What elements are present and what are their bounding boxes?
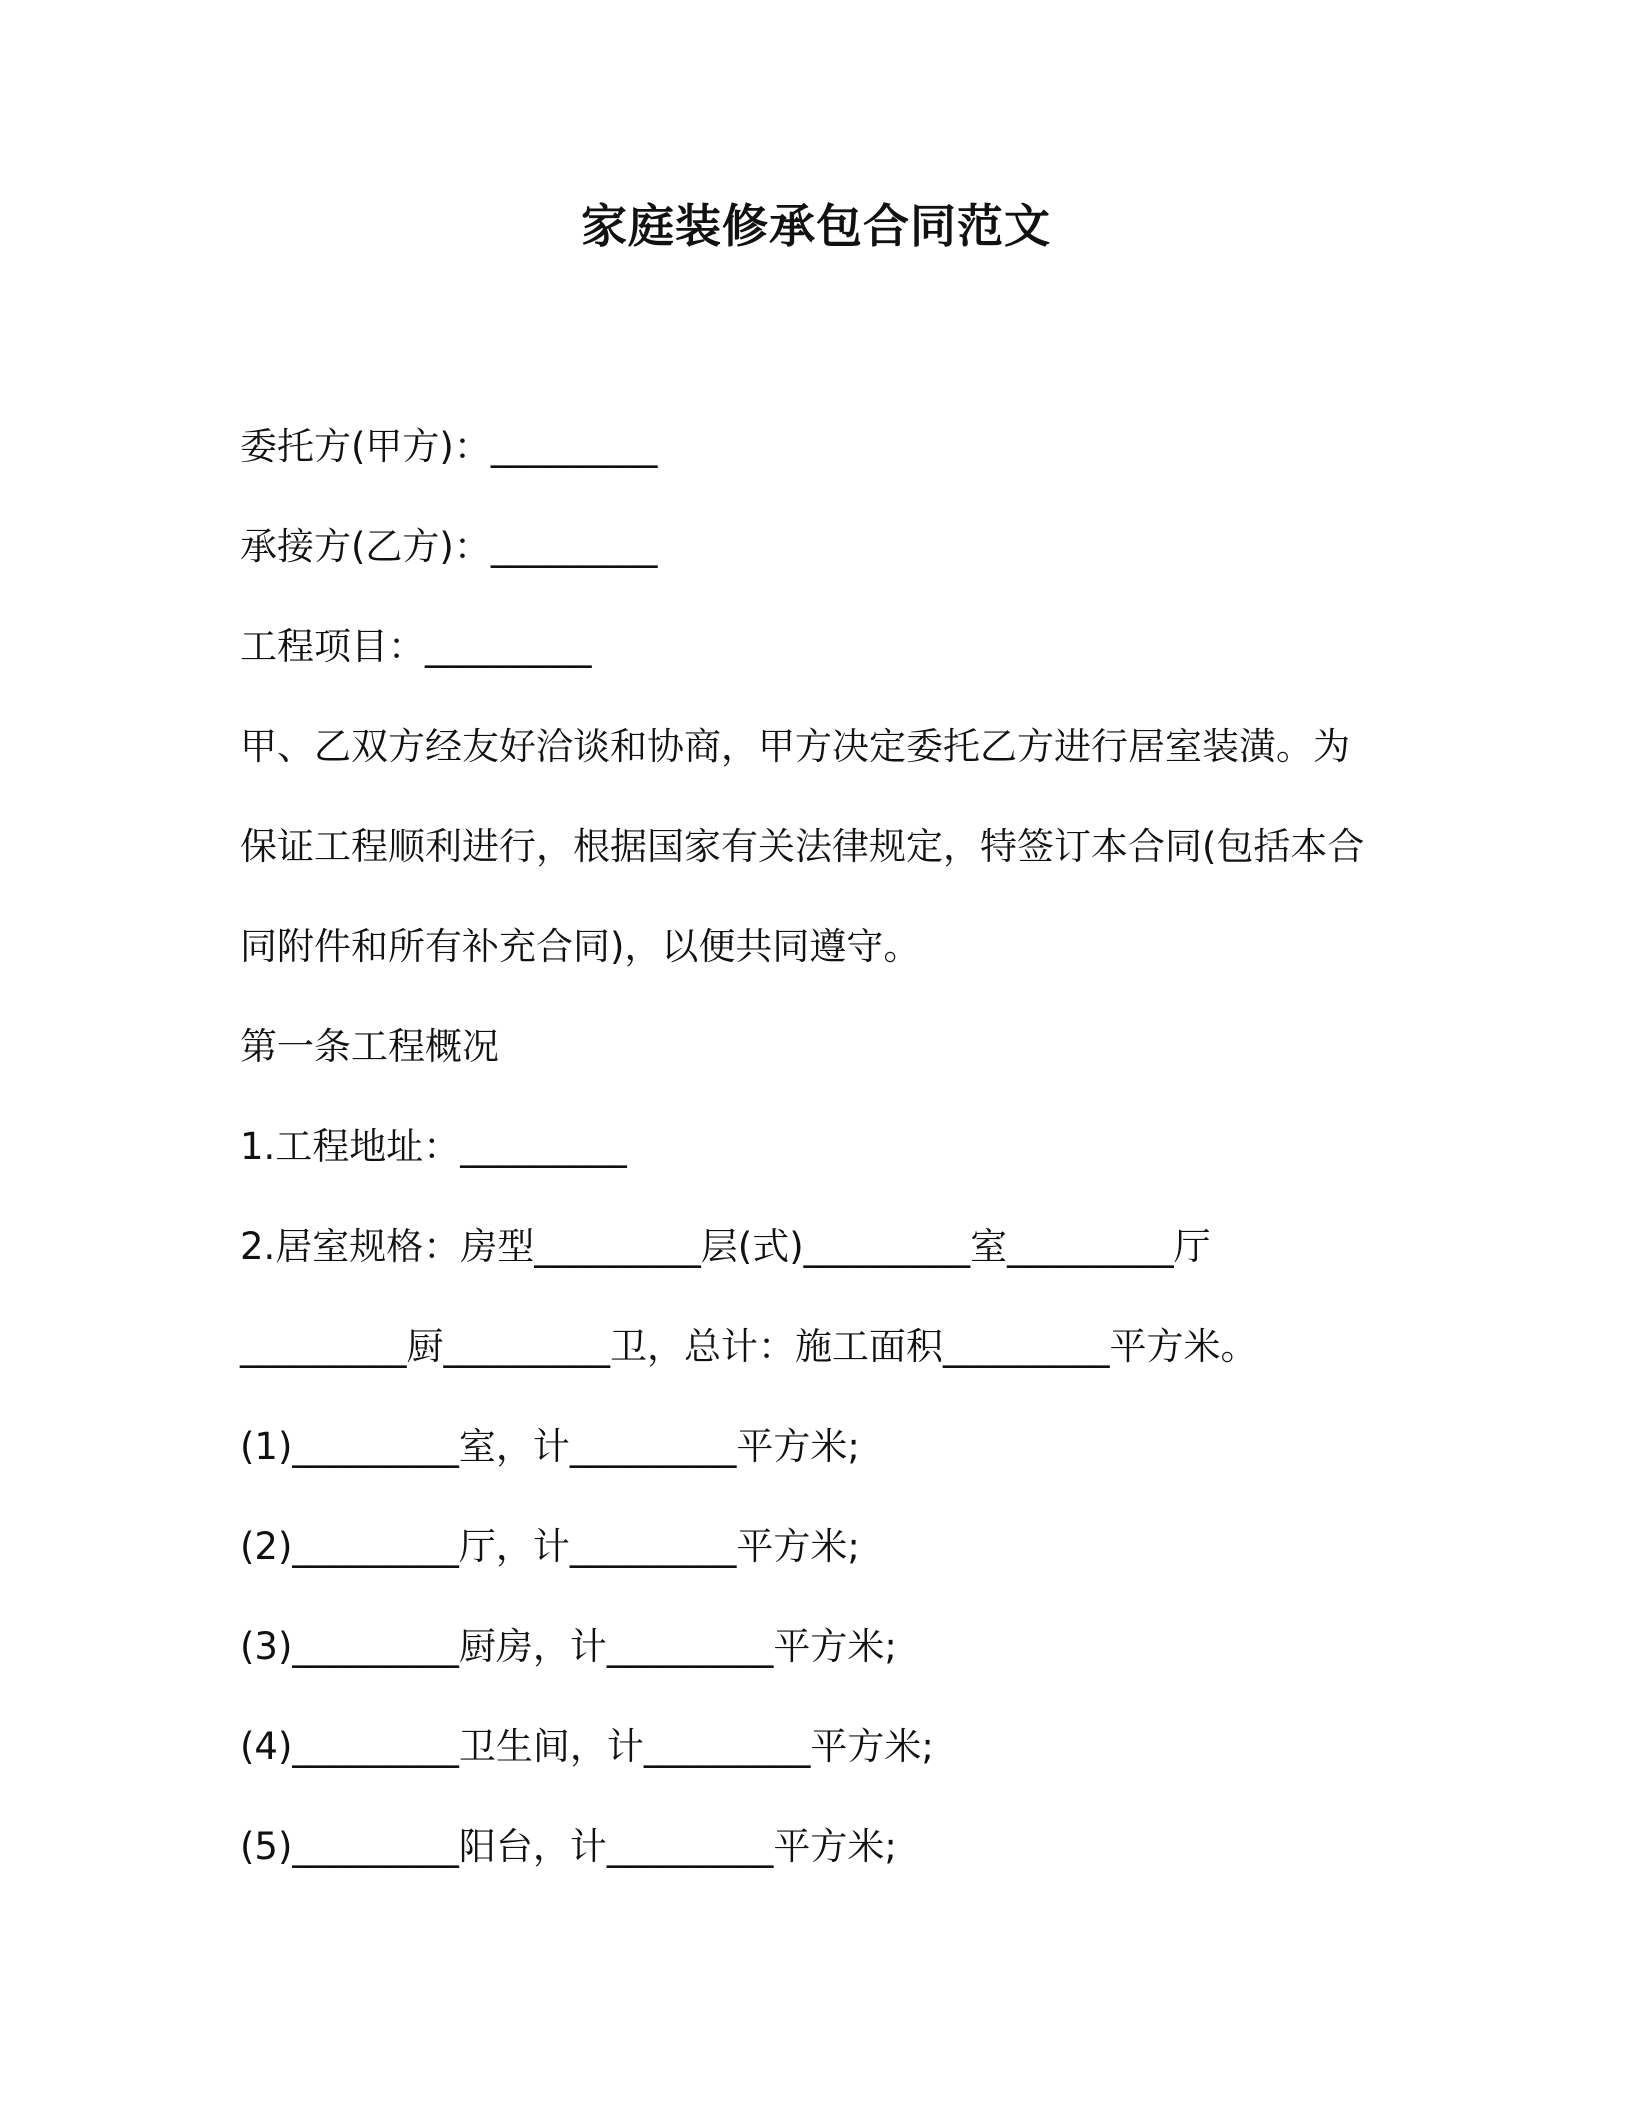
party-b-line: 承接方(乙方)：_________ — [240, 525, 658, 568]
area-item-5: (5)_________阳台，计_________平方米; — [240, 1825, 897, 1868]
room-spec-line-1: 2.居室规格：房型_________层(式)_________室_________厅 — [240, 1225, 1211, 1268]
area-item-4: (4)_________卫生间，计_________平方米; — [240, 1725, 934, 1768]
preamble-line-3: 同附件和所有补充合同)，以便共同遵守。 — [240, 925, 921, 968]
project-address-line: 1.工程地址：_________ — [240, 1125, 627, 1168]
room-spec-line-2: _________厨_________卫，总计：施工面积_________平方米。 — [240, 1325, 1258, 1368]
party-a-line: 委托方(甲方)：_________ — [240, 425, 658, 468]
project-line: 工程项目：_________ — [240, 625, 592, 668]
preamble-line-1: 甲、乙双方经友好洽谈和协商，甲方决定委托乙方进行居室装潢。为 — [240, 725, 1350, 768]
article-1-heading: 第一条工程概况 — [240, 1025, 499, 1068]
area-item-3: (3)_________厨房，计_________平方米; — [240, 1625, 897, 1668]
document-title: 家庭装修承包合同范文 — [581, 199, 1051, 253]
area-item-1: (1)_________室，计_________平方米; — [240, 1425, 860, 1468]
preamble-line-2: 保证工程顺利进行，根据国家有关法律规定，特签订本合同(包括本合 — [240, 825, 1365, 868]
area-item-2: (2)_________厅，计_________平方米; — [240, 1525, 860, 1568]
